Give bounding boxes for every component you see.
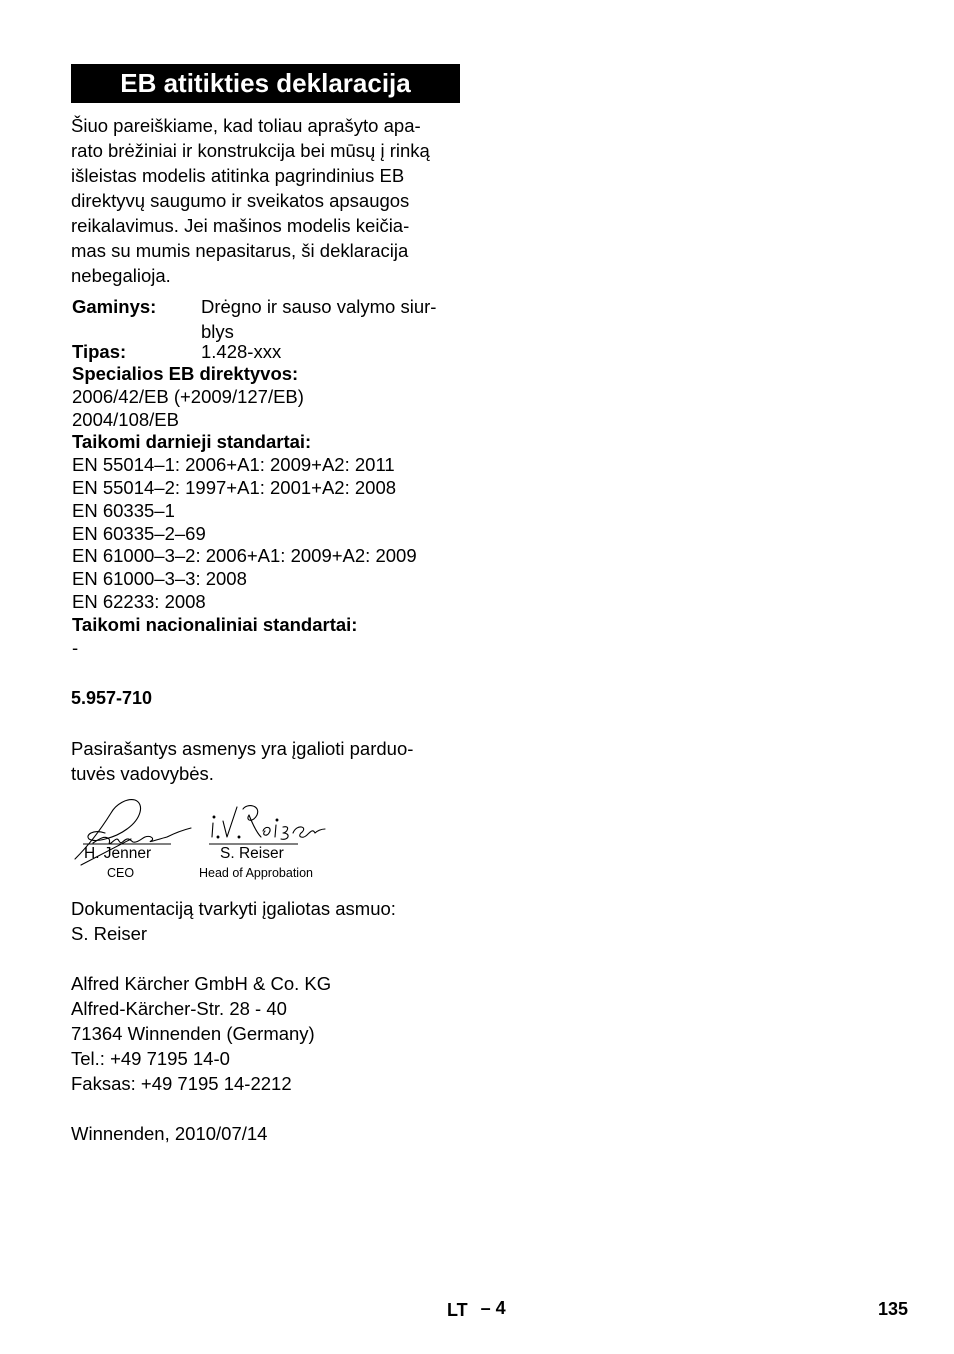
standard-item: EN 61000–3–3: 2008 [72,568,247,590]
national-standards-heading: Taikomi nacionaliniai standartai: [72,613,358,635]
page-number: 135 [878,1299,909,1319]
documentation-responsible [71,896,396,946]
intro-line: rato brėžiniai ir konstrukcija bei mūsų į rinką [71,140,430,161]
intro-line: direktyvų saugumo ir sveikatos apsaugos [71,190,410,211]
footer-section-page: – 4 [480,1298,506,1318]
directive-item: 2006/42/EB (+2009/127/EB) [72,385,304,407]
address-line: Faksas: +49 7195 14-2212 [71,1073,292,1094]
product-label: Gaminys: [72,296,157,317]
type-value [201,341,281,363]
signature-reiser [212,806,325,840]
authorization-paragraph [71,736,413,786]
address-line: Alfred Kärcher GmbH & Co. KG [71,973,332,994]
intro-paragraph [71,113,466,288]
type-label: Tipas: [72,341,127,362]
documentation-line: S. Reiser [71,923,148,944]
signer-role-reiser: Head of Approbation [199,866,313,880]
standard-item: EN 62233: 2008 [72,590,206,612]
type-value-text: 1.428-xxx [201,341,282,362]
intro-line: Šiuo pareiškiame, kad toliau aprašyto apa- [71,115,421,136]
part-number: 5.957-710 [71,688,153,708]
harmonized-standards-heading: Taikomi darnieji standartai: [72,431,312,453]
authorization-line: Pasirašantys asmenys yra įgalioti parduo- [71,738,414,759]
signer-name-jenner: H. Jenner [84,845,152,862]
product-value [201,294,436,344]
documentation-line: Dokumentaciją tvarkyti įgaliotas asmuo: [71,898,396,919]
signature-block [71,795,351,885]
directive-item: 2004/108/EB [72,408,179,430]
footer-language-page [447,1298,506,1319]
intro-line: išleistas modelis atitinka pagrindinius EB [71,165,405,186]
place-date: Winnenden, 2010/07/14 [71,1123,268,1144]
footer-language: LT [447,1300,468,1320]
specification-block [72,294,472,659]
product-value-line: blys [201,321,234,342]
signer-name-reiser: S. Reiser [220,845,284,862]
standard-item: EN 61000–3–2: 2006+A1: 2009+A2: 2009 [72,545,417,567]
type-row [72,341,472,363]
intro-line: reikalavimus. Jei mašinos modelis keičia- [71,215,410,236]
standard-item: EN 55014–1: 2006+A1: 2009+A2: 2011 [72,454,395,476]
address-line: Alfred-Kärcher-Str. 28 - 40 [71,998,287,1019]
national-standards-value: - [72,636,79,658]
directives-heading: Specialios EB direktyvos: [72,363,299,384]
product-value-line: Drėgno ir sauso valymo siur- [201,296,437,317]
address-line: Tel.: +49 7195 14-0 [71,1048,230,1069]
standard-item: EN 60335–2–69 [72,522,206,544]
authorization-line: tuvės vadovybės. [71,763,214,784]
standard-item: EN 55014–2: 1997+A1: 2001+A2: 2008 [72,476,397,498]
address-line: 71364 Winnenden (Germany) [71,1023,315,1044]
intro-line: nebegalioja. [71,265,171,286]
page-title: EB atitikties deklaracija [71,64,460,103]
product-row [72,294,472,344]
standard-item: EN 60335–1 [72,499,175,521]
signer-role-jenner: CEO [107,866,135,880]
intro-line: mas su mumis nepasitarus, ši deklaracija [71,240,409,261]
company-address [71,971,331,1096]
